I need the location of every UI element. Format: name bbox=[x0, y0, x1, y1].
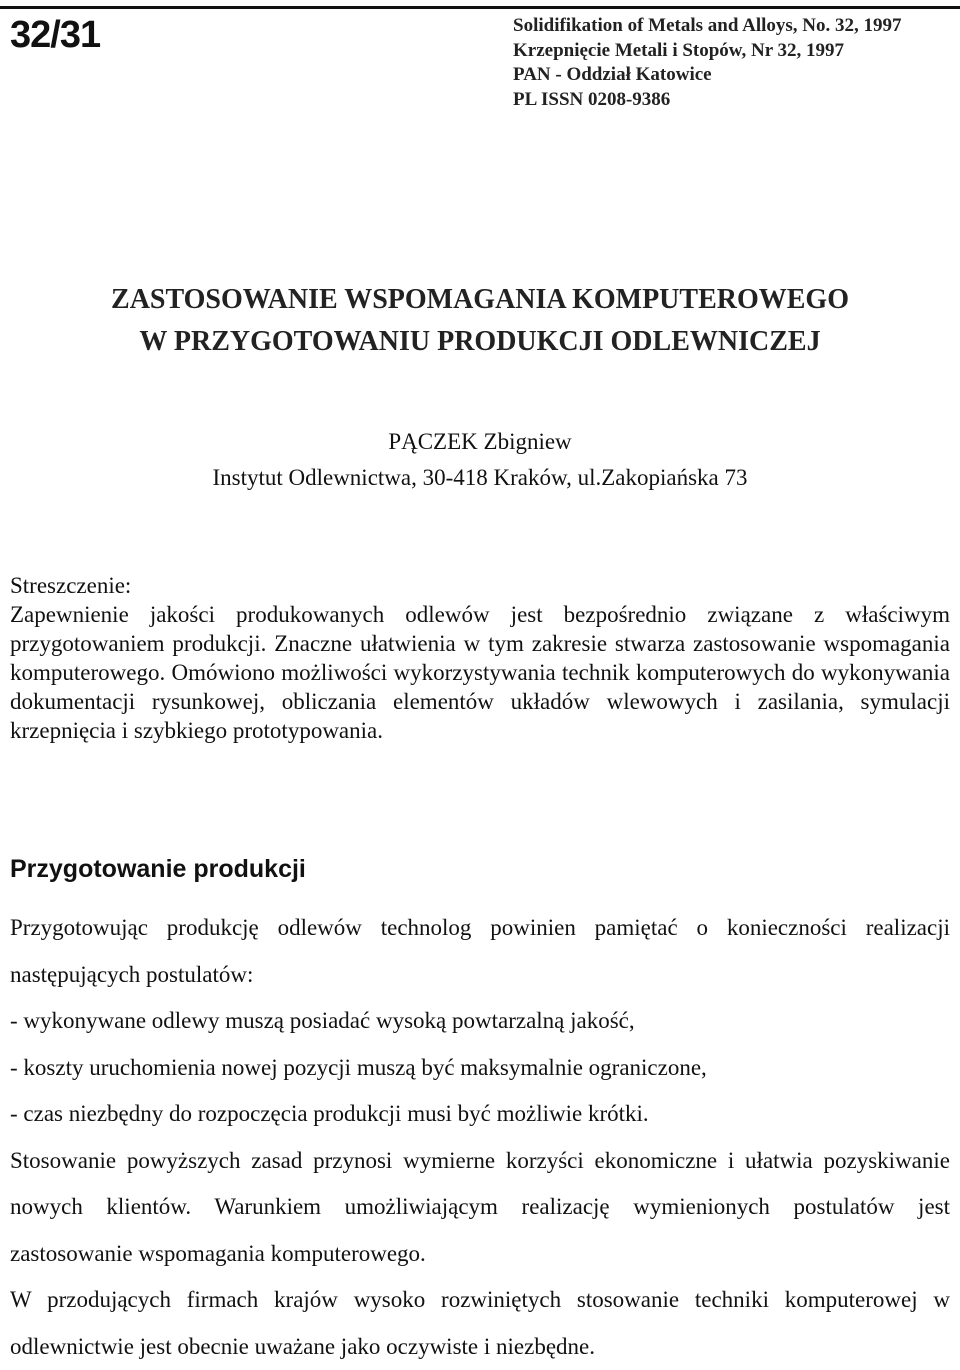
list-item: - koszty uruchomienia nowej pozycji muszą być maksymalnie ograniczone, bbox=[10, 1054, 707, 1080]
author-affiliation: Instytut Odlewnictwa, 30-418 Kraków, ul.Zakopiańska 73 bbox=[212, 465, 748, 490]
article-title bbox=[0, 279, 960, 363]
abstract-text: Zapewnienie jakości produkowanych odlewów jest bezpośrednio związane z właściwym przygotowaniem produkcji. Znaczne ułatwienia w tym zakresie stwarza zastosowanie wspomagania komputerowego. Omówiono możliwości wykorzystywania technik komputerowych do wykonywania dokumentacji rysunkowej, obliczania elementów układów wlewowych i zasilania, symulacji krzepnięcia i szybkiego prototypowania. bbox=[10, 602, 950, 743]
page-number: 32/31 bbox=[10, 14, 101, 56]
paragraph: Stosowanie powyższych zasad przynosi wymierne korzyści ekonomiczne i ułatwia pozyskiwanie nowych klientów. Warunkiem umożliwiającym realizację wymienionych postulatów jest zastosowanie wspomagania komputerowego. bbox=[10, 1147, 950, 1266]
journal-line: Krzepnięcie Metali i Stopów, Nr 32, 1997 bbox=[513, 39, 845, 61]
top-rule bbox=[0, 6, 960, 9]
journal-line: Solidifikation of Metals and Alloys, No. 32, 1997 bbox=[513, 15, 902, 36]
abstract bbox=[10, 571, 950, 745]
body-text bbox=[10, 905, 950, 1370]
paragraph: W przodujących firmach krajów wysoko rozwiniętych stosowanie techniki komputerowej w odlewnictwie jest obecnie uważane jako oczywiste i niezbędne. bbox=[10, 1287, 950, 1359]
journal-line: PAN - Oddział Katowice bbox=[513, 64, 712, 85]
list-item: - czas niezbędny do rozpoczęcia produkcji musi być możliwie krótki. bbox=[10, 1101, 649, 1126]
list-item: - wykonywane odlewy muszą posiadać wysoką powtarzalną jakość, bbox=[10, 1008, 635, 1033]
author-name: PĄCZEK Zbigniew bbox=[388, 429, 572, 454]
paragraph: Przygotowując produkcję odlewów technolog powinien pamiętać o konieczności realizacji następujących postulatów: bbox=[10, 915, 950, 987]
title-line: ZASTOSOWANIE WSPOMAGANIA KOMPUTEROWEGO bbox=[111, 284, 849, 315]
section-heading: Przygotowanie produkcji bbox=[10, 855, 306, 883]
journal-info bbox=[513, 14, 953, 112]
abstract-label: Streszczenie: bbox=[10, 573, 132, 598]
journal-line: PL ISSN 0208-9386 bbox=[513, 88, 671, 110]
title-line: W PRZYGOTOWANIU PRODUKCJI ODLEWNICZEJ bbox=[139, 326, 821, 357]
